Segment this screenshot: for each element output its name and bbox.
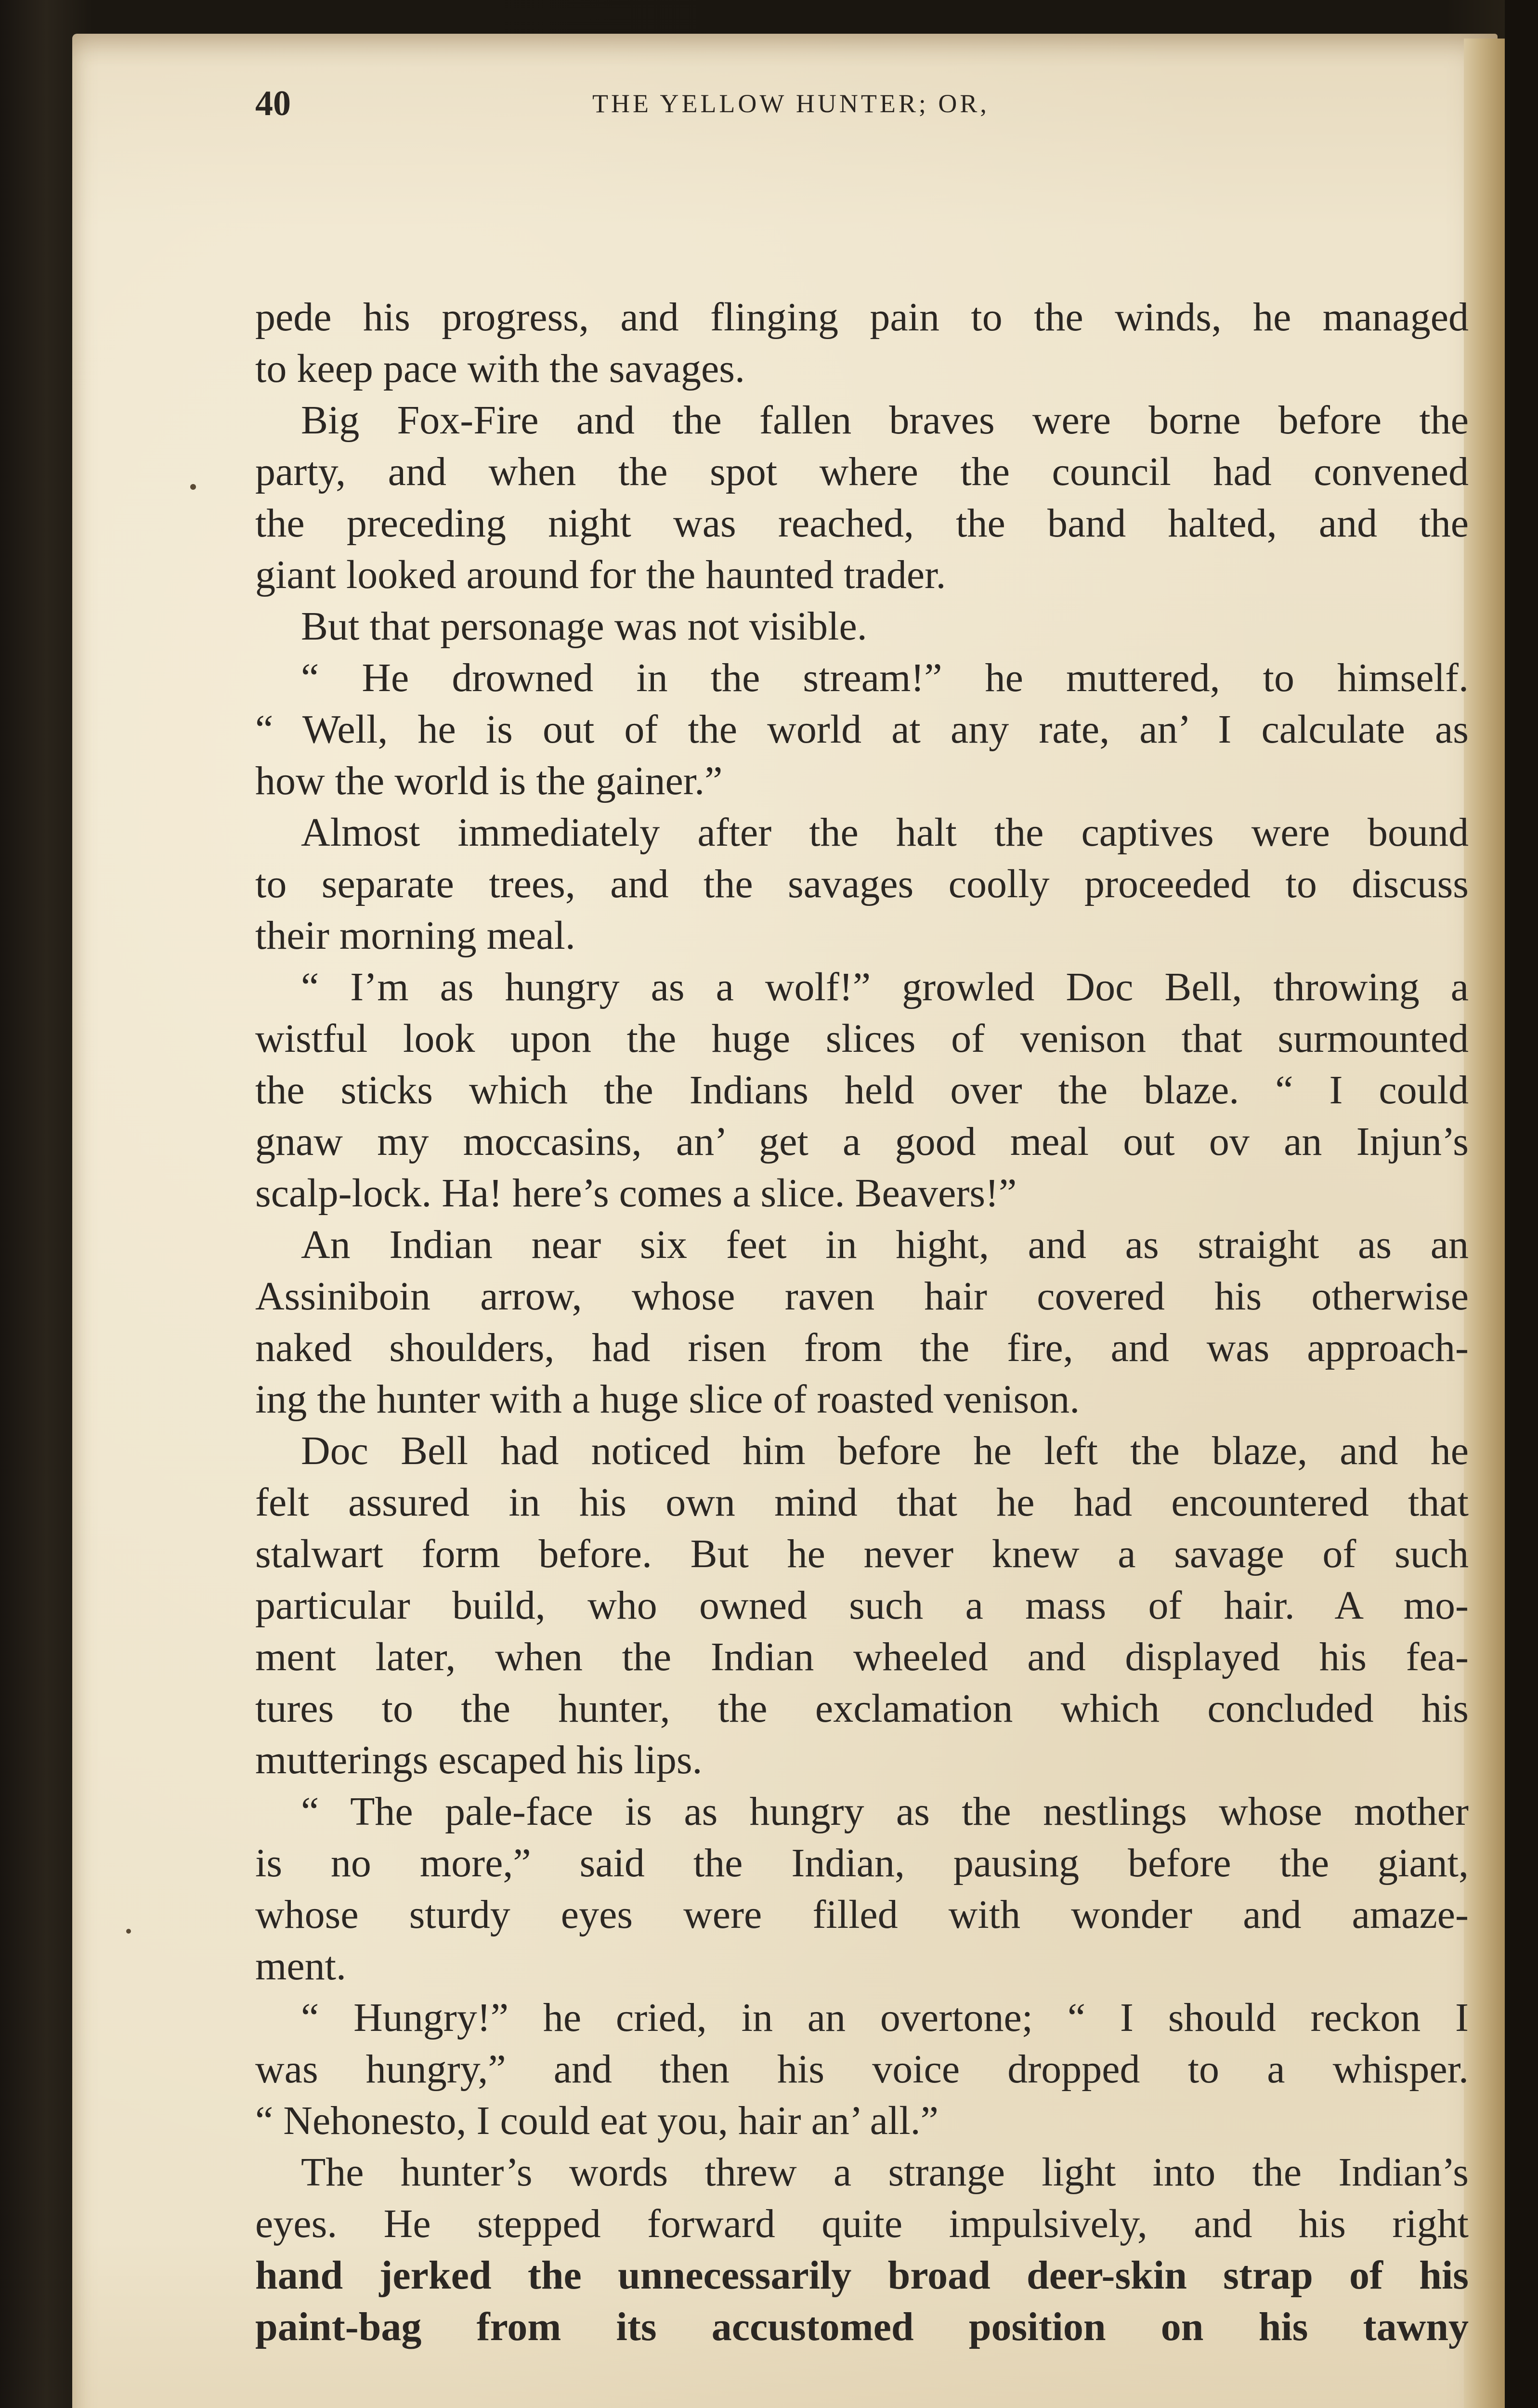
- page-header: [255, 65, 1401, 142]
- text-line: whose sturdy eyes were filled with wonder and amaze-: [255, 1892, 1469, 1937]
- text-line: to separate trees, and the savages coolly proceeded to discuss: [255, 862, 1469, 906]
- text-line: The hunter’s words threw a strange light into the Indian’s: [301, 2150, 1469, 2195]
- text-line: particular build, who owned such a mass of hair. A mo-: [255, 1583, 1469, 1628]
- text-line: But that personage was not visible.: [301, 604, 867, 649]
- ink-speck: [126, 1929, 131, 1934]
- text-line: pede his progress, and flinging pain to the winds, he managed: [255, 295, 1469, 340]
- page-edge-stack: [1464, 39, 1505, 2408]
- ink-speck: [190, 484, 196, 490]
- text-line: is no more,” said the Indian, pausing before the giant,: [255, 1841, 1469, 1885]
- text-line: naked shoulders, had risen from the fire, and was approach-: [255, 1325, 1469, 1370]
- book-spine-shadow: [1505, 0, 1538, 2408]
- text-line: party, and when the spot where the council had convened: [255, 449, 1469, 494]
- text-line: ing the hunter with a huge slice of roasted venison.: [255, 1377, 1080, 1422]
- text-line: was hungry,” and then his voice dropped to a whisper.: [255, 2047, 1469, 2092]
- text-line: scalp-lock. Ha! here’s comes a slice. Beavers!”: [255, 1171, 1017, 1216]
- text-line: “ Well, he is out of the world at any rate, an’ I calculate as: [255, 707, 1469, 752]
- text-line: how the world is the gainer.”: [255, 759, 723, 803]
- text-line: Assiniboin arrow, whose raven hair covered his otherwise: [255, 1274, 1469, 1319]
- text-line: ment later, when the Indian wheeled and displayed his fea-: [255, 1635, 1469, 1679]
- text-line: wistful look upon the huge slices of venison that surmounted: [255, 1016, 1469, 1061]
- text-line: giant looked around for the haunted trader.: [255, 552, 946, 597]
- text-line: paint-bag from its accustomed position on his tawny: [255, 2304, 1469, 2349]
- text-line: “ I’m as hungry as a wolf!” growled Doc Bell, throwing a: [301, 965, 1469, 1009]
- text-line: “ Hungry!” he cried, in an overtone; “ I should reckon I: [301, 1995, 1469, 2040]
- page-number: 40: [255, 84, 291, 123]
- text-line: the sticks which the Indians held over the blaze. “ I could: [255, 1068, 1469, 1112]
- text-line: the preceding night was reached, the band halted, and the: [255, 501, 1469, 546]
- running-head: THE YELLOW HUNTER; OR,: [592, 89, 990, 118]
- text-line: their morning meal.: [255, 913, 575, 958]
- text-line: ment.: [255, 1944, 346, 1989]
- text-line: mutterings escaped his lips.: [255, 1738, 703, 1782]
- text-line: Almost immediately after the halt the captives were bound: [301, 810, 1469, 855]
- text-line: Doc Bell had noticed him before he left the blaze, and he: [301, 1428, 1469, 1473]
- text-line: “ The pale-face is as hungry as the nestlings whose mother: [301, 1789, 1469, 1834]
- text-line: Big Fox-Fire and the fallen braves were borne before the: [301, 398, 1469, 443]
- text-line: gnaw my moccasins, an’ get a good meal out ov an Injun’s: [255, 1119, 1469, 1164]
- text-line: to keep pace with the savages.: [255, 346, 745, 391]
- text-line: “ Nehonesto, I could eat you, hair an’ all.”: [255, 2098, 938, 2143]
- body-text: [255, 291, 1469, 2353]
- text-line: stalwart form before. But he never knew a savage of such: [255, 1531, 1469, 1576]
- text-line: felt assured in his own mind that he had encountered that: [255, 1480, 1469, 1525]
- text-line: “ He drowned in the stream!” he muttered, to himself.: [301, 655, 1469, 700]
- text-line: tures to the hunter, the exclamation which concluded his: [255, 1686, 1469, 1731]
- text-line: An Indian near six feet in hight, and as straight as an: [301, 1222, 1469, 1267]
- text-line: hand jerked the unnecessarily broad deer-skin strap of his: [255, 2253, 1469, 2298]
- text-line: eyes. He stepped forward quite impulsively, and his right: [255, 2201, 1469, 2246]
